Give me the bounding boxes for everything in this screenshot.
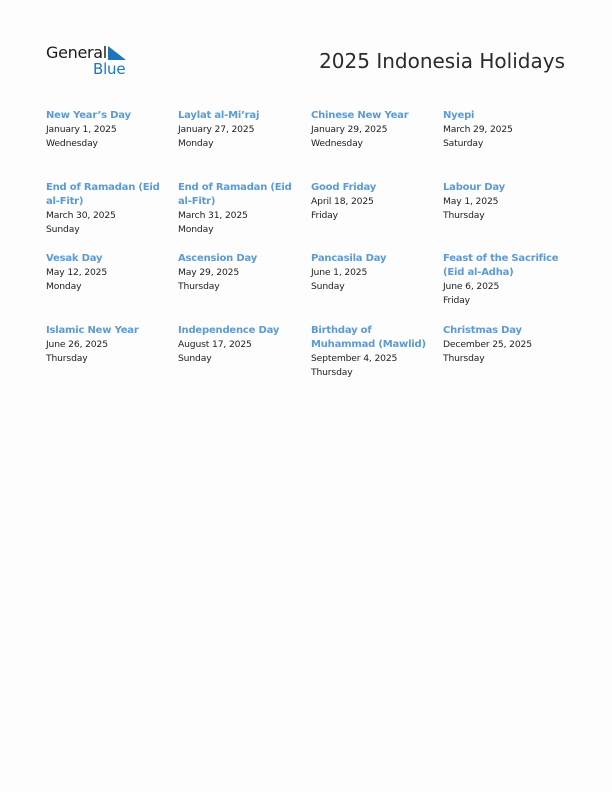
holiday-name: Islamic New Year	[46, 325, 139, 336]
holiday-item	[46, 324, 168, 366]
holiday-weekday: Thursday	[311, 367, 353, 378]
holiday-weekday: Wednesday	[46, 138, 98, 149]
holiday-name: Pancasila Day	[311, 253, 387, 264]
holiday-name: Vesak Day	[46, 253, 103, 264]
holiday-item	[178, 252, 300, 294]
holiday-item	[311, 109, 433, 151]
holiday-date: December 25, 2025	[443, 339, 532, 350]
holiday-weekday: Thursday	[178, 281, 220, 292]
holiday-weekday: Sunday	[311, 281, 345, 292]
holiday-date: March 31, 2025	[178, 210, 248, 221]
holiday-date: June 1, 2025	[311, 267, 368, 278]
holiday-name: New Year’s Day	[46, 110, 131, 121]
holiday-date: May 1, 2025	[443, 196, 499, 207]
holiday-date: August 17, 2025	[178, 339, 252, 350]
holiday-weekday: Friday	[311, 210, 338, 221]
holiday-date: April 18, 2025	[311, 196, 374, 207]
holiday-item	[178, 181, 300, 237]
holiday-date: June 6, 2025	[443, 281, 500, 292]
holiday-name: Good Friday	[311, 182, 377, 193]
holiday-name: Laylat al-Mi’raj	[178, 110, 260, 121]
holiday-date: June 26, 2025	[46, 339, 108, 350]
holiday-date: January 29, 2025	[311, 124, 388, 135]
holiday-name: Independence Day	[178, 325, 280, 336]
holiday-item	[311, 181, 433, 223]
page-title: 2025 Indonesia Holidays	[319, 49, 565, 73]
holiday-weekday: Monday	[178, 224, 214, 235]
holiday-item	[311, 252, 433, 294]
holiday-item	[46, 109, 168, 151]
holiday-weekday: Sunday	[178, 353, 212, 364]
holiday-date: May 12, 2025	[46, 267, 108, 278]
holiday-weekday: Thursday	[443, 210, 485, 221]
holiday-name: End of Ramadan (Eid al-Fitr)	[46, 182, 160, 207]
holiday-date: March 30, 2025	[46, 210, 116, 221]
holiday-weekday: Monday	[178, 138, 214, 149]
holiday-name: Birthday of Muhammad (Mawlid)	[311, 325, 426, 350]
holiday-weekday: Sunday	[46, 224, 80, 235]
holiday-weekday: Wednesday	[311, 138, 363, 149]
holiday-name: Nyepi	[443, 110, 475, 121]
holiday-name: Feast of the Sacrifice (Eid al-Adha)	[443, 253, 559, 278]
holiday-date: January 27, 2025	[178, 124, 255, 135]
holiday-weekday: Thursday	[443, 353, 485, 364]
logo	[46, 44, 136, 80]
holiday-item	[443, 252, 565, 308]
holiday-name: Chinese New Year	[311, 110, 409, 121]
holiday-item	[311, 324, 433, 380]
logo-text-general: General	[46, 43, 107, 62]
holiday-item	[178, 109, 300, 151]
logo-text-blue: Blue	[93, 60, 126, 78]
holiday-item	[46, 252, 168, 294]
holiday-weekday: Friday	[443, 295, 470, 306]
holiday-weekday: Thursday	[46, 353, 88, 364]
holiday-item	[178, 324, 300, 366]
holiday-name: Christmas Day	[443, 325, 522, 336]
holiday-date: May 29, 2025	[178, 267, 240, 278]
holiday-item	[443, 324, 565, 366]
holiday-date: January 1, 2025	[46, 124, 117, 135]
holiday-name: Labour Day	[443, 182, 505, 193]
holiday-weekday: Saturday	[443, 138, 484, 149]
holiday-date: March 29, 2025	[443, 124, 513, 135]
holiday-item	[443, 109, 565, 151]
holiday-item	[46, 181, 168, 237]
holiday-name: End of Ramadan (Eid al-Fitr)	[178, 182, 292, 207]
holiday-item	[443, 181, 565, 223]
holiday-date: September 4, 2025	[311, 353, 398, 364]
holiday-weekday: Monday	[46, 281, 82, 292]
holiday-name: Ascension Day	[178, 253, 258, 264]
